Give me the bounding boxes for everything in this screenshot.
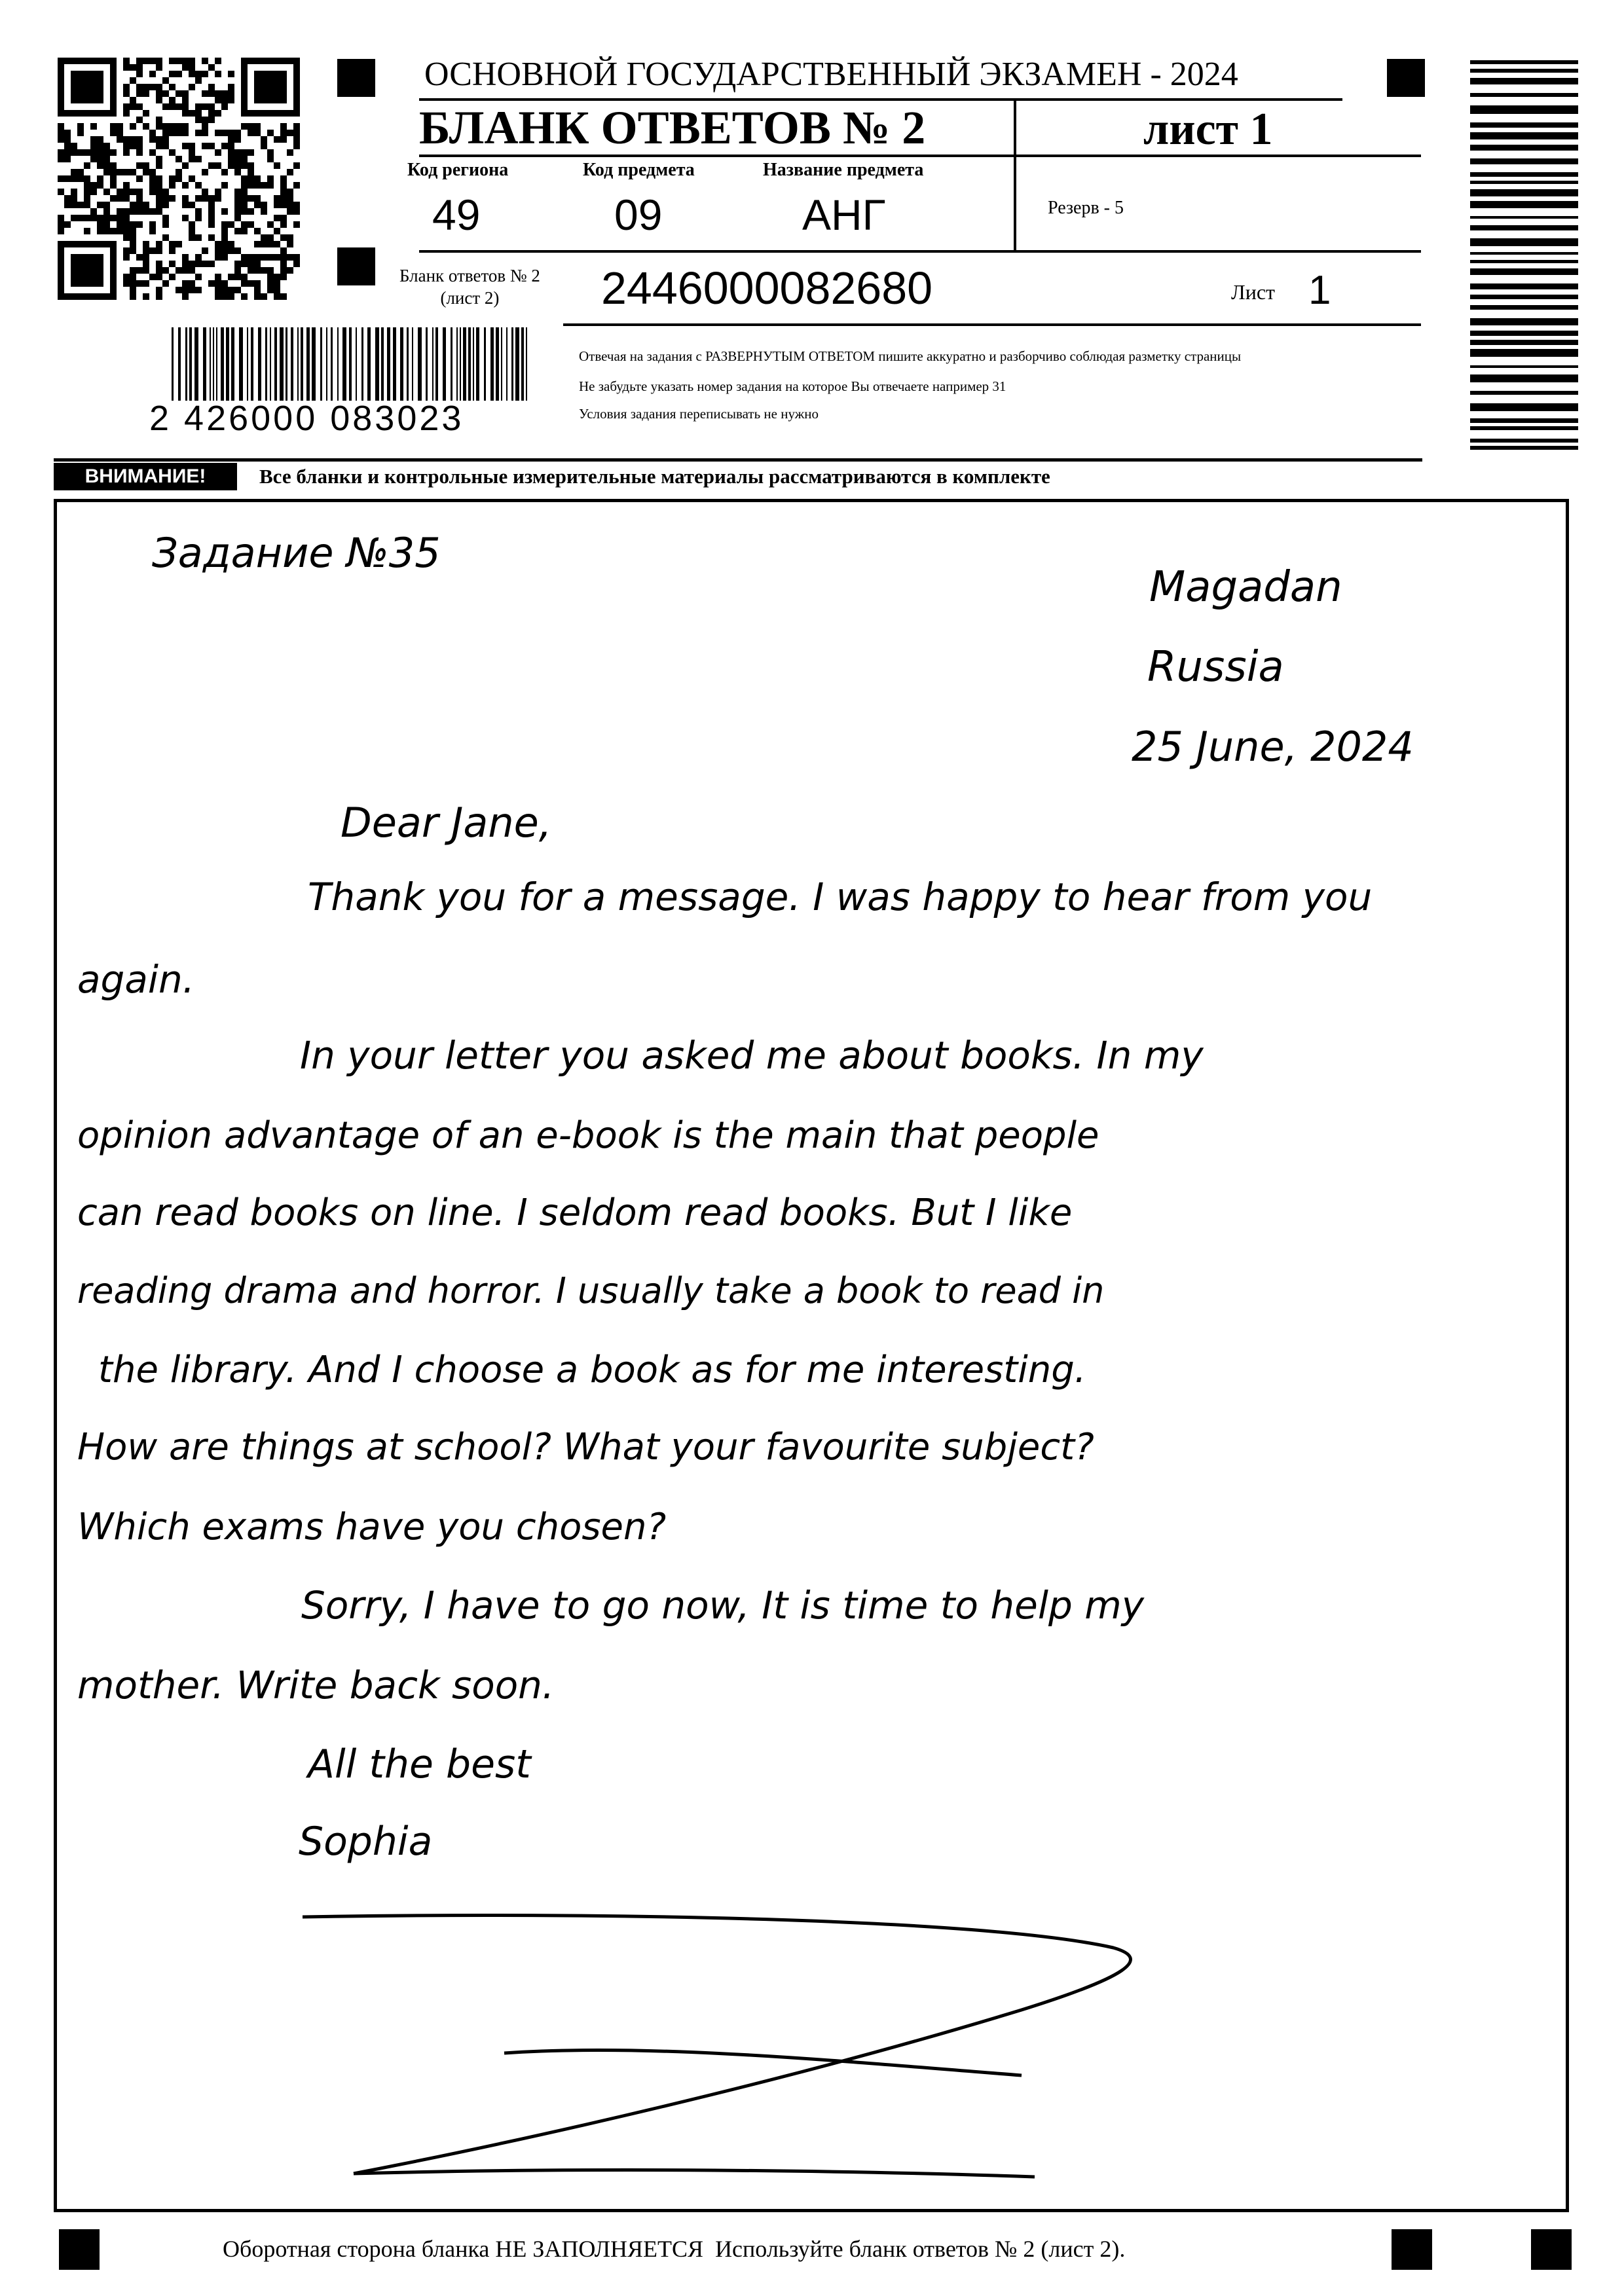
sheet-label: лист 1 [1143, 104, 1273, 155]
list-label: Лист [1231, 280, 1276, 304]
instruction-3: Условия задания переписывать не нужно [579, 406, 819, 422]
letter-closing: All the best [308, 1741, 531, 1787]
subject-code-label: Код предмета [583, 160, 695, 180]
letter-line: In your letter you asked me about books. In my [300, 1033, 1204, 1078]
letter-line: opinion advantage of an e-book is the main that people [77, 1114, 1099, 1157]
subject-name-value: АНГ [802, 191, 886, 239]
form-number: 2446000082680 [601, 263, 933, 314]
attention-badge: ВНИМАНИЕ! [54, 463, 237, 490]
subject-name-label: Название предмета [763, 160, 924, 180]
footer-note: Оборотная сторона бланка НЕ ЗАПОЛНЯЕТСЯ Используйте бланк ответов № 2 (лист 2). [223, 2236, 1126, 2262]
address-country: Russia [1147, 643, 1284, 691]
task-label: Задание №35 [152, 529, 441, 577]
region-code-label: Код региона [407, 160, 509, 180]
letter-signature: Sophia [299, 1819, 433, 1865]
exam-title: ОСНОВНОЙ ГОСУДАРСТВЕННЫЙ ЭКЗАМЕН - 2024 [424, 56, 1238, 93]
letter-line: again. [77, 957, 195, 1002]
letter-line: reading drama and horror. I usually take a book to read in [77, 1270, 1105, 1311]
letter-greeting: Dear Jane, [341, 799, 552, 847]
instruction-1: Отвечая на задания с РАЗВЕРНУТЫМ ОТВЕТОМ пишите аккуратно и разборчиво соблюдая разметку страницы [579, 348, 1242, 364]
letter-line: mother. Write back soon. [77, 1663, 555, 1707]
letter-line: Which exams have you chosen? [77, 1506, 667, 1548]
list-number: 1 [1308, 268, 1331, 313]
letter-line: Thank you for a message. I was happy to hear from you [308, 875, 1373, 919]
letter-line: the library. And I choose a book as for me interesting. [98, 1349, 1086, 1391]
reserve-label: Резерв - 5 [1048, 198, 1124, 218]
linked-form-label-line2: (лист 2) [440, 288, 500, 308]
linked-form-label-line1: Бланк ответов № 2 [399, 266, 540, 285]
subject-code-value: 09 [614, 191, 663, 239]
region-code-value: 49 [432, 191, 481, 239]
letter-line: can read books on line. I seldom read books. But I like [77, 1192, 1073, 1234]
instruction-2: Не забудьте указать номер задания на которое Вы отвечаете например 31 [579, 378, 1006, 394]
letter-line: How are things at school? What your favourite subject? [77, 1426, 1094, 1468]
letter-date: 25 June, 2024 [1132, 723, 1414, 771]
letter-line: Sorry, I have to go now, It is time to help my [301, 1583, 1145, 1628]
address-city: Magadan [1149, 563, 1342, 611]
attention-text: Все бланки и контрольные измерительные материалы рассматриваются в комплекте [259, 465, 1050, 488]
form-title: БЛАНК ОТВЕТОВ № 2 [419, 101, 926, 154]
barcode-number: 2 426000 083023 [149, 399, 464, 438]
